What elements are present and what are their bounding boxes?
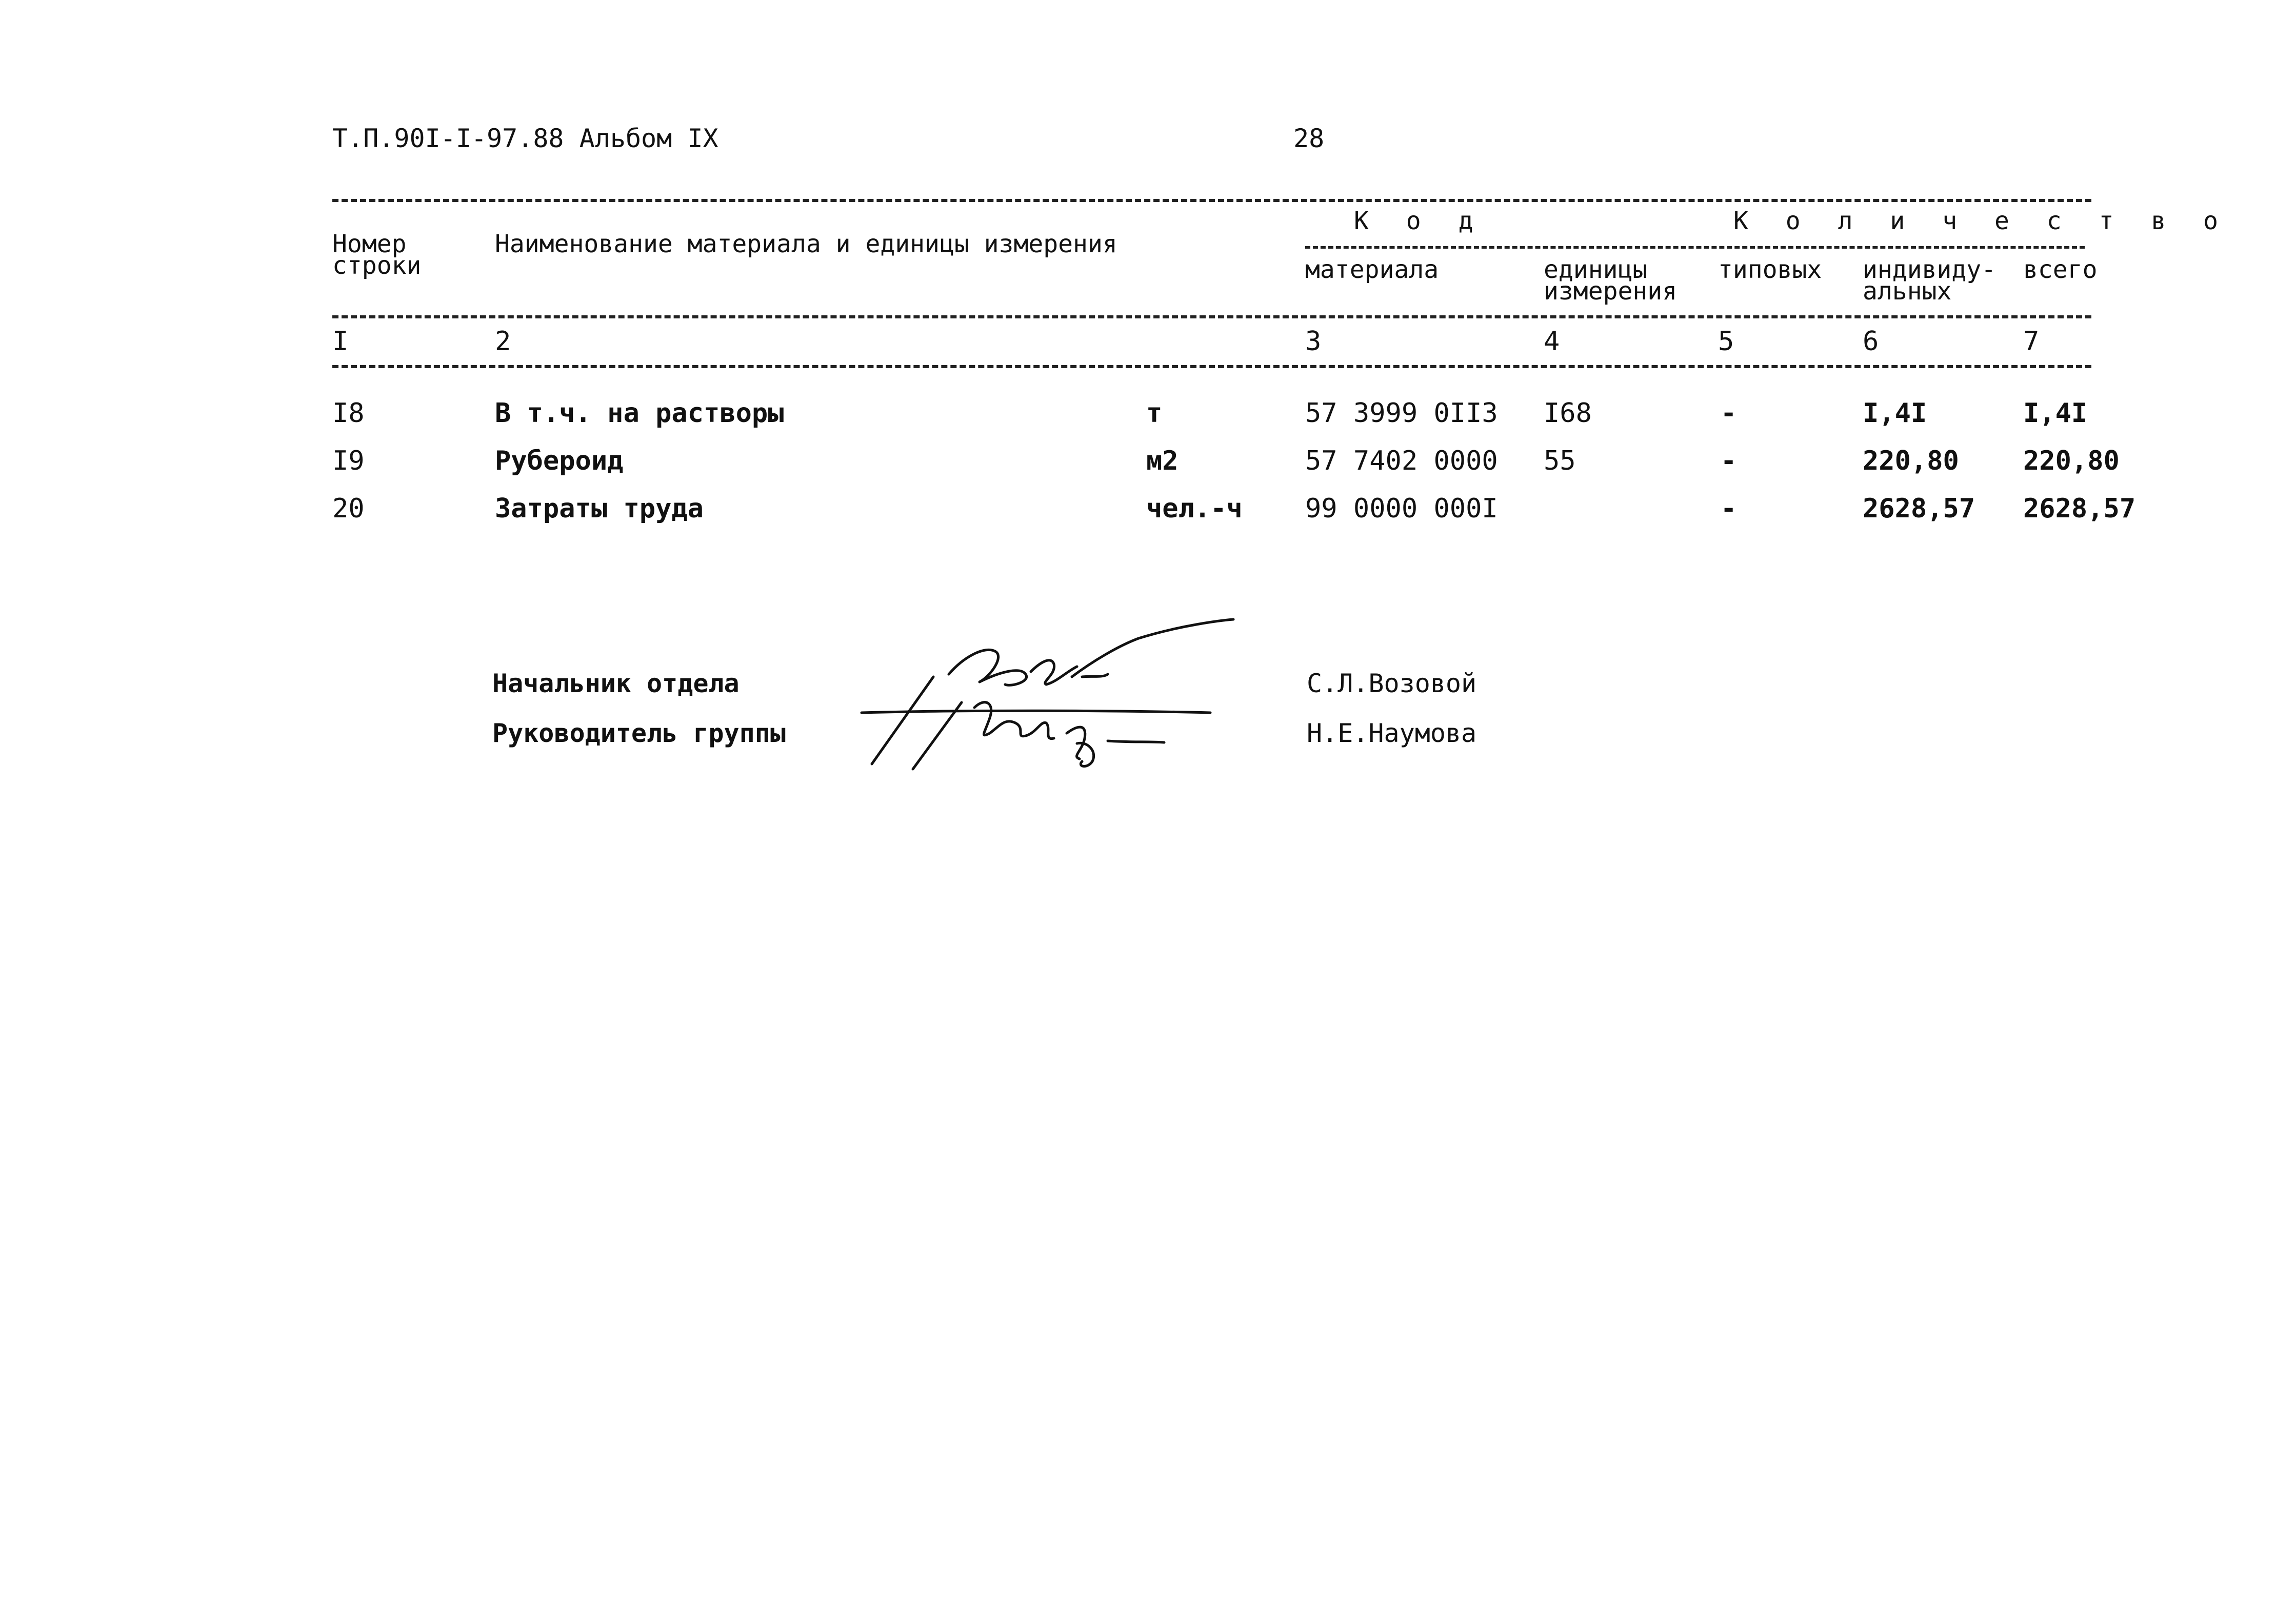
header-code-unit-line2: измерения <box>1544 277 1678 306</box>
header-qty-individual-line1: индивиду- <box>1863 255 1996 284</box>
header-row-number <box>332 230 422 280</box>
qty-typical: - <box>1721 493 1737 524</box>
header-code-unit-line1: единицы <box>1544 255 1648 284</box>
row-number: I8 <box>332 398 365 429</box>
header-row-number-line1: Номер <box>332 230 407 258</box>
signature-role-1: Начальник отдела <box>492 669 740 698</box>
row-number: I9 <box>332 446 365 476</box>
material-name: В т.ч. на растворы <box>495 398 784 429</box>
header-quantity-group: К о л и ч е с т в о <box>1733 207 2230 235</box>
col-number-6: 6 <box>1863 326 1879 357</box>
material-unit: т <box>1146 398 1163 429</box>
col-number-5: 5 <box>1718 326 1734 357</box>
material-code: 57 3999 0II3 <box>1305 398 1498 429</box>
signature-role-2: Руководитель группы <box>492 718 786 748</box>
header-code-group: К о д <box>1354 207 1485 235</box>
table-top-rule <box>332 199 2091 202</box>
qty-individual: I,4I <box>1863 398 1927 429</box>
qty-typical: - <box>1721 446 1737 476</box>
qty-typical: - <box>1721 398 1737 429</box>
document-code: Т.П.90I-I-97.88 Альбом IX <box>332 124 718 153</box>
qty-individual: 220,80 <box>1863 446 1959 476</box>
column-numbers-top-rule <box>332 315 2091 318</box>
signature-name-1: С.Л.Возовой <box>1307 669 1477 698</box>
material-unit: чел.-ч <box>1146 493 1243 524</box>
col-number-7: 7 <box>2023 326 2040 357</box>
col-number-4: 4 <box>1544 326 1560 357</box>
signature-name-2: Н.Е.Наумова <box>1307 718 1477 748</box>
subheader-rule-code <box>1305 246 2085 249</box>
header-name: Наименование материала и единицы измерения <box>495 230 1117 258</box>
header-code-unit <box>1544 255 1678 306</box>
header-qty-typical: типовых <box>1718 255 1822 284</box>
col-number-3: 3 <box>1305 326 1322 357</box>
material-name: Рубероид <box>495 446 624 476</box>
qty-total: I,4I <box>2023 398 2088 429</box>
header-qty-individual <box>1863 255 1996 306</box>
header-row-number-line2: строки <box>332 251 422 280</box>
header-qty-individual-line2: альных <box>1863 277 1952 306</box>
col-number-1: I <box>332 326 349 357</box>
material-name: Затраты труда <box>495 493 704 524</box>
material-code: 99 0000 000I <box>1305 493 1498 524</box>
qty-total: 220,80 <box>2023 446 2120 476</box>
header-code-material: материала <box>1305 255 1439 284</box>
row-number: 20 <box>332 493 365 524</box>
material-unit: м2 <box>1146 446 1179 476</box>
qty-total: 2628,57 <box>2023 493 2136 524</box>
column-numbers-bottom-rule <box>332 365 2091 368</box>
unit-code: I68 <box>1544 398 1592 429</box>
col-number-2: 2 <box>495 326 511 357</box>
material-code: 57 7402 0000 <box>1305 446 1498 476</box>
handwritten-signatures <box>851 615 1251 779</box>
page-number: 28 <box>1293 124 1325 153</box>
unit-code: 55 <box>1544 446 1576 476</box>
header-qty-total: всего <box>2023 255 2098 284</box>
qty-individual: 2628,57 <box>1863 493 1975 524</box>
